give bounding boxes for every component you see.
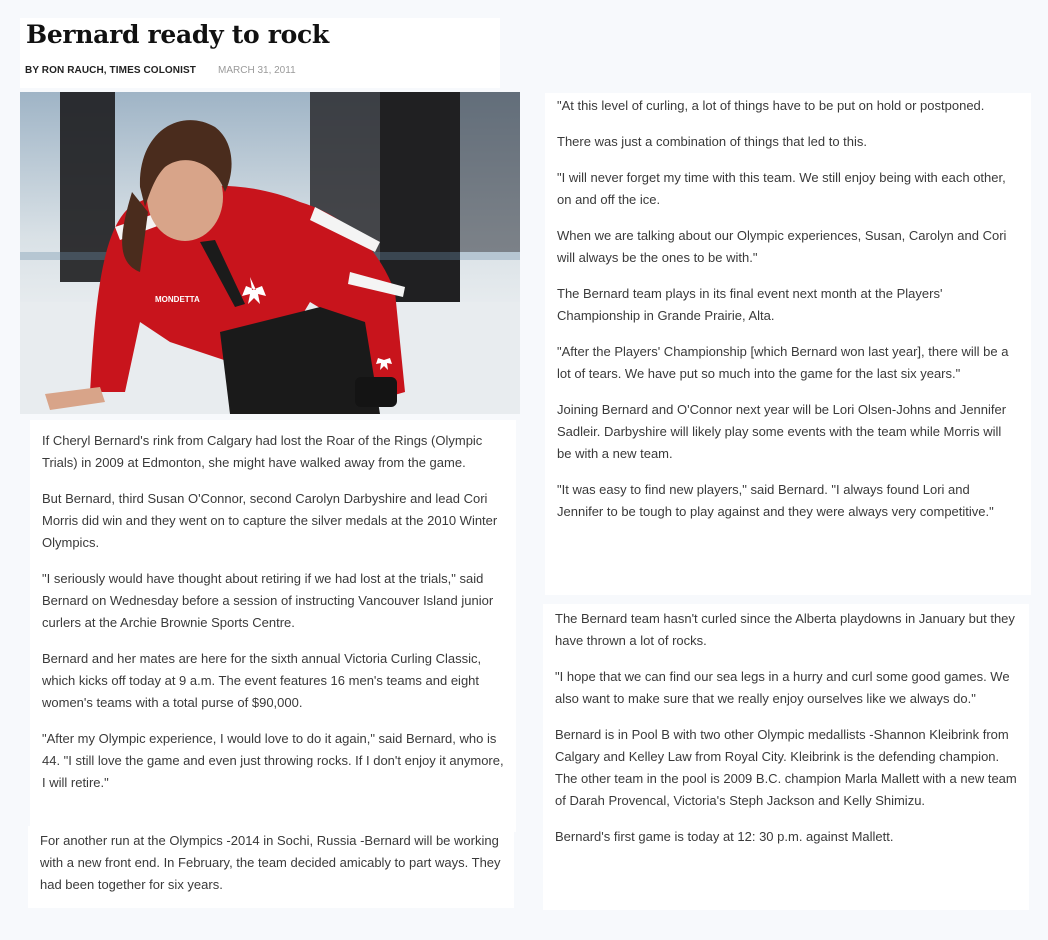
body-column-right-1 xyxy=(545,93,1031,595)
body-column-right-2 xyxy=(543,604,1029,910)
paragraph: "I will never forget my time with this team. We still enjoy being with each other, on and off the ice. xyxy=(557,170,1006,207)
article-photo xyxy=(20,92,520,414)
paragraph: "At this level of curling, a lot of things have to be put on hold or postponed. xyxy=(557,98,985,113)
paragraph: But Bernard, third Susan O'Connor, second Carolyn Darbyshire and lead Cori Morris did win and they went on to capture the silver medals at the 2010 Winter Olympics. xyxy=(42,491,498,550)
paragraph: When we are talking about our Olympic experiences, Susan, Carolyn and Cori will always be the ones to be with." xyxy=(557,228,1007,265)
paragraph: "It was easy to find new players," said Bernard. "I always found Lori and Jennifer to be tough to play against and they were always very competitive." xyxy=(557,482,994,519)
article-date: MARCH 31, 2011 xyxy=(218,65,296,76)
jacket-brand-text: MONDETTA xyxy=(155,295,200,304)
paragraph: For another run at the Olympics -2014 in Sochi, Russia -Bernard will be working with a new front end. In February, the team decided amicably to part ways. They had been together for six years. xyxy=(40,833,501,892)
article-byline: BY RON RAUCH, TIMES COLONIST xyxy=(25,65,196,76)
paragraph: Bernard's first game is today at 12: 30 p.m. against Mallett. xyxy=(555,829,894,844)
paragraph: If Cheryl Bernard's rink from Calgary had lost the Roar of the Rings (Olympic Trials) in 2009 at Edmonton, she might have walked away from the game. xyxy=(42,433,483,470)
paragraph: Bernard is in Pool B with two other Olympic medallists -Shannon Kleibrink from Calgary and Kelley Law from Royal City. Kleibrink is the defending champion. The other team in the pool is 2009 B.C. champion Marla Mallett with a new team of Darah Provencal, Victoria's Steph Jackson and Kelly Shimizu. xyxy=(555,727,1017,808)
paragraph: "I hope that we can find our sea legs in a hurry and curl some good games. We also want to make sure that we really enjoy ourselves like we always do." xyxy=(555,669,1010,706)
paragraph: "After the Players' Championship [which Bernard won last year], there will be a lot of tears. We have put so much into the game for the last six years." xyxy=(557,344,1009,381)
paragraph: The Bernard team hasn't curled since the Alberta playdowns in January but they have thrown a lot of rocks. xyxy=(555,611,1015,648)
paragraph: There was just a combination of things that led to this. xyxy=(557,134,868,149)
paragraph: "After my Olympic experience, I would love to do it again," said Bernard, who is 44. "I still love the game and even just throwing rocks. If I don't enjoy it anymore, I will retire." xyxy=(42,731,504,790)
body-column-left-1 xyxy=(30,420,516,832)
paragraph: Bernard and her mates are here for the sixth annual Victoria Curling Classic, which kicks off today at 9 a.m. The event features 16 men's teams and eight women's teams with a total purse of $90,000. xyxy=(42,651,482,710)
body-column-left-2 xyxy=(28,826,514,908)
paragraph: "I seriously would have thought about retiring if we had lost at the trials," said Bernard on Wednesday before a session of instructing Vancouver Island junior curlers at the Archie Brownie Sports Centre. xyxy=(42,571,494,630)
paragraph: Joining Bernard and O'Connor next year will be Lori Olsen-Johns and Jennifer Sadleir. Darbyshire will likely play some events with the team while Morris will be with a new team. xyxy=(557,402,1007,461)
curler-photo-illustration xyxy=(20,92,520,414)
paragraph: The Bernard team plays in its final event next month at the Players' Championship in Grande Prairie, Alta. xyxy=(557,286,943,323)
article-headline: Bernard ready to rock xyxy=(26,20,329,49)
